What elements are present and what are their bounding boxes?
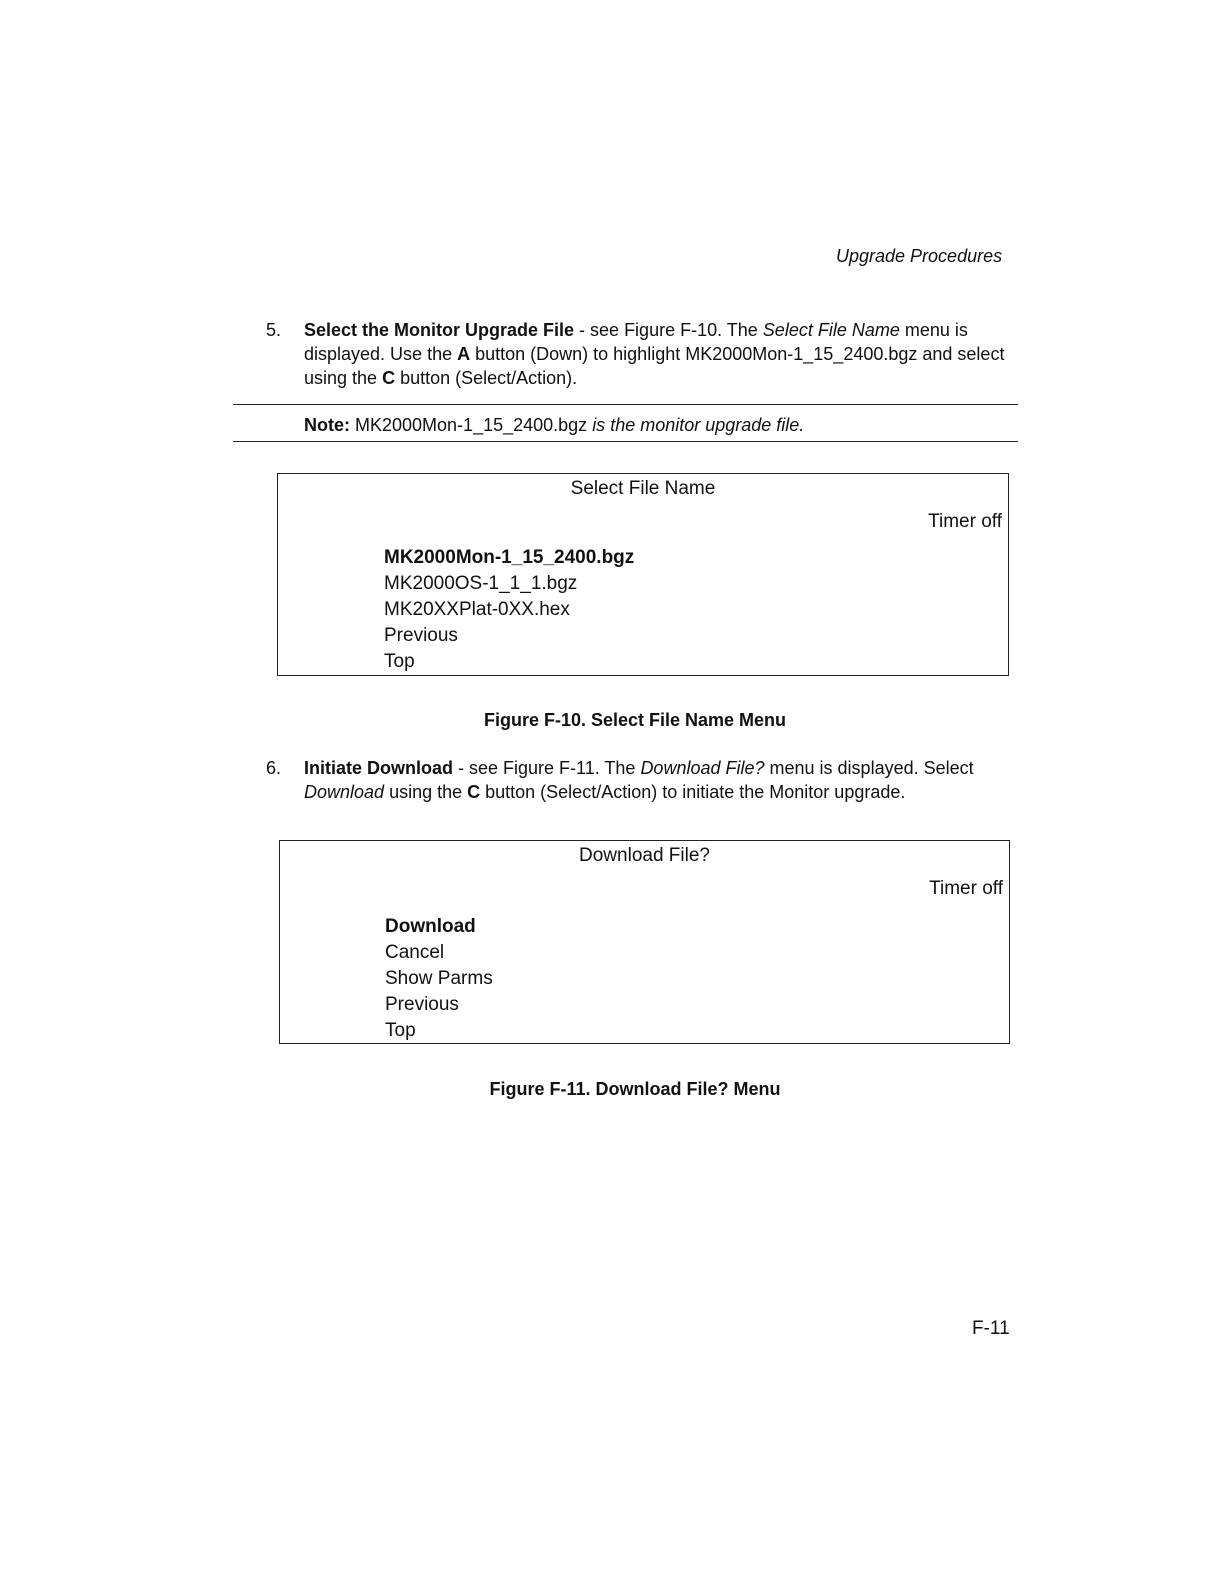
menu-name-ref: Select File Name: [762, 320, 900, 340]
menu-item-previous[interactable]: Previous: [385, 994, 459, 1015]
note-text: is the monitor upgrade file.: [592, 415, 805, 435]
step-text-part: menu is displayed. Select: [764, 758, 974, 778]
page-number: F-11: [972, 1318, 1010, 1339]
select-file-name-menu: [277, 473, 1009, 676]
menu-title: Download File?: [579, 845, 710, 866]
step-text-part: button (Select/Action).: [395, 368, 578, 388]
step-number: 5.: [266, 320, 282, 340]
step-select-upgrade-file: [266, 318, 1026, 398]
running-header: Upgrade Procedures: [836, 246, 1003, 266]
menu-item-show-parms[interactable]: Show Parms: [385, 968, 493, 989]
step-text-part: using the: [384, 782, 468, 802]
step-text-part: - see Figure F-11. The: [453, 758, 641, 778]
menu-item-os-file[interactable]: MK2000OS-1_1_1.bgz: [384, 573, 578, 594]
step-text-part: button (Down) to highlight MK2000Mon-1_15_2400.bgz and select using the: [304, 344, 1005, 388]
step-text: [304, 756, 1024, 804]
figure-caption: Figure F-11. Download File? Menu: [489, 1079, 781, 1099]
menu-list: [385, 914, 493, 1044]
note-rule-bottom: [233, 441, 1018, 442]
timer-status: Timer off: [928, 511, 1002, 532]
timer-status: Timer off: [929, 878, 1003, 899]
menu-item-cancel[interactable]: Cancel: [385, 942, 445, 963]
step-text: [304, 318, 1024, 390]
menu-item-plat-file[interactable]: MK20XXPlat-0XX.hex: [384, 599, 570, 620]
step-text-part: button (Select/Action) to initiate the Monitor upgrade.: [480, 782, 906, 802]
download-file-menu: [279, 840, 1010, 1044]
menu-item-monitor-file[interactable]: MK2000Mon-1_15_2400.bgz: [384, 547, 635, 568]
menu-list: [384, 545, 634, 675]
step-initiate-download: [266, 756, 1026, 836]
button-key-ref: C: [467, 782, 481, 802]
menu-item-download[interactable]: Download: [385, 916, 476, 937]
note: [304, 415, 804, 436]
menu-item-top[interactable]: Top: [384, 651, 415, 672]
step-text-part: menu is displayed. Use the: [304, 320, 968, 364]
menu-name-ref: Download File?: [640, 758, 765, 778]
step-title: Initiate Download: [304, 758, 454, 778]
menu-title: Select File Name: [570, 478, 716, 499]
note-label: Note:: [304, 415, 350, 435]
step-number: 6.: [266, 758, 282, 778]
step-text-part: - see Figure F-10. The: [574, 320, 763, 340]
figure-caption: Figure F-10. Select File Name Menu: [483, 710, 787, 730]
menu-item-previous[interactable]: Previous: [384, 625, 458, 646]
step-title: Select the Monitor Upgrade File: [304, 320, 575, 340]
menu-item-top[interactable]: Top: [385, 1020, 416, 1041]
note-file: MK2000Mon-1_15_2400.bgz: [350, 415, 593, 435]
note-rule-top: [233, 404, 1018, 405]
button-key-ref: A: [457, 344, 471, 364]
button-key-ref: C: [382, 368, 396, 388]
option-ref: Download: [304, 782, 385, 802]
